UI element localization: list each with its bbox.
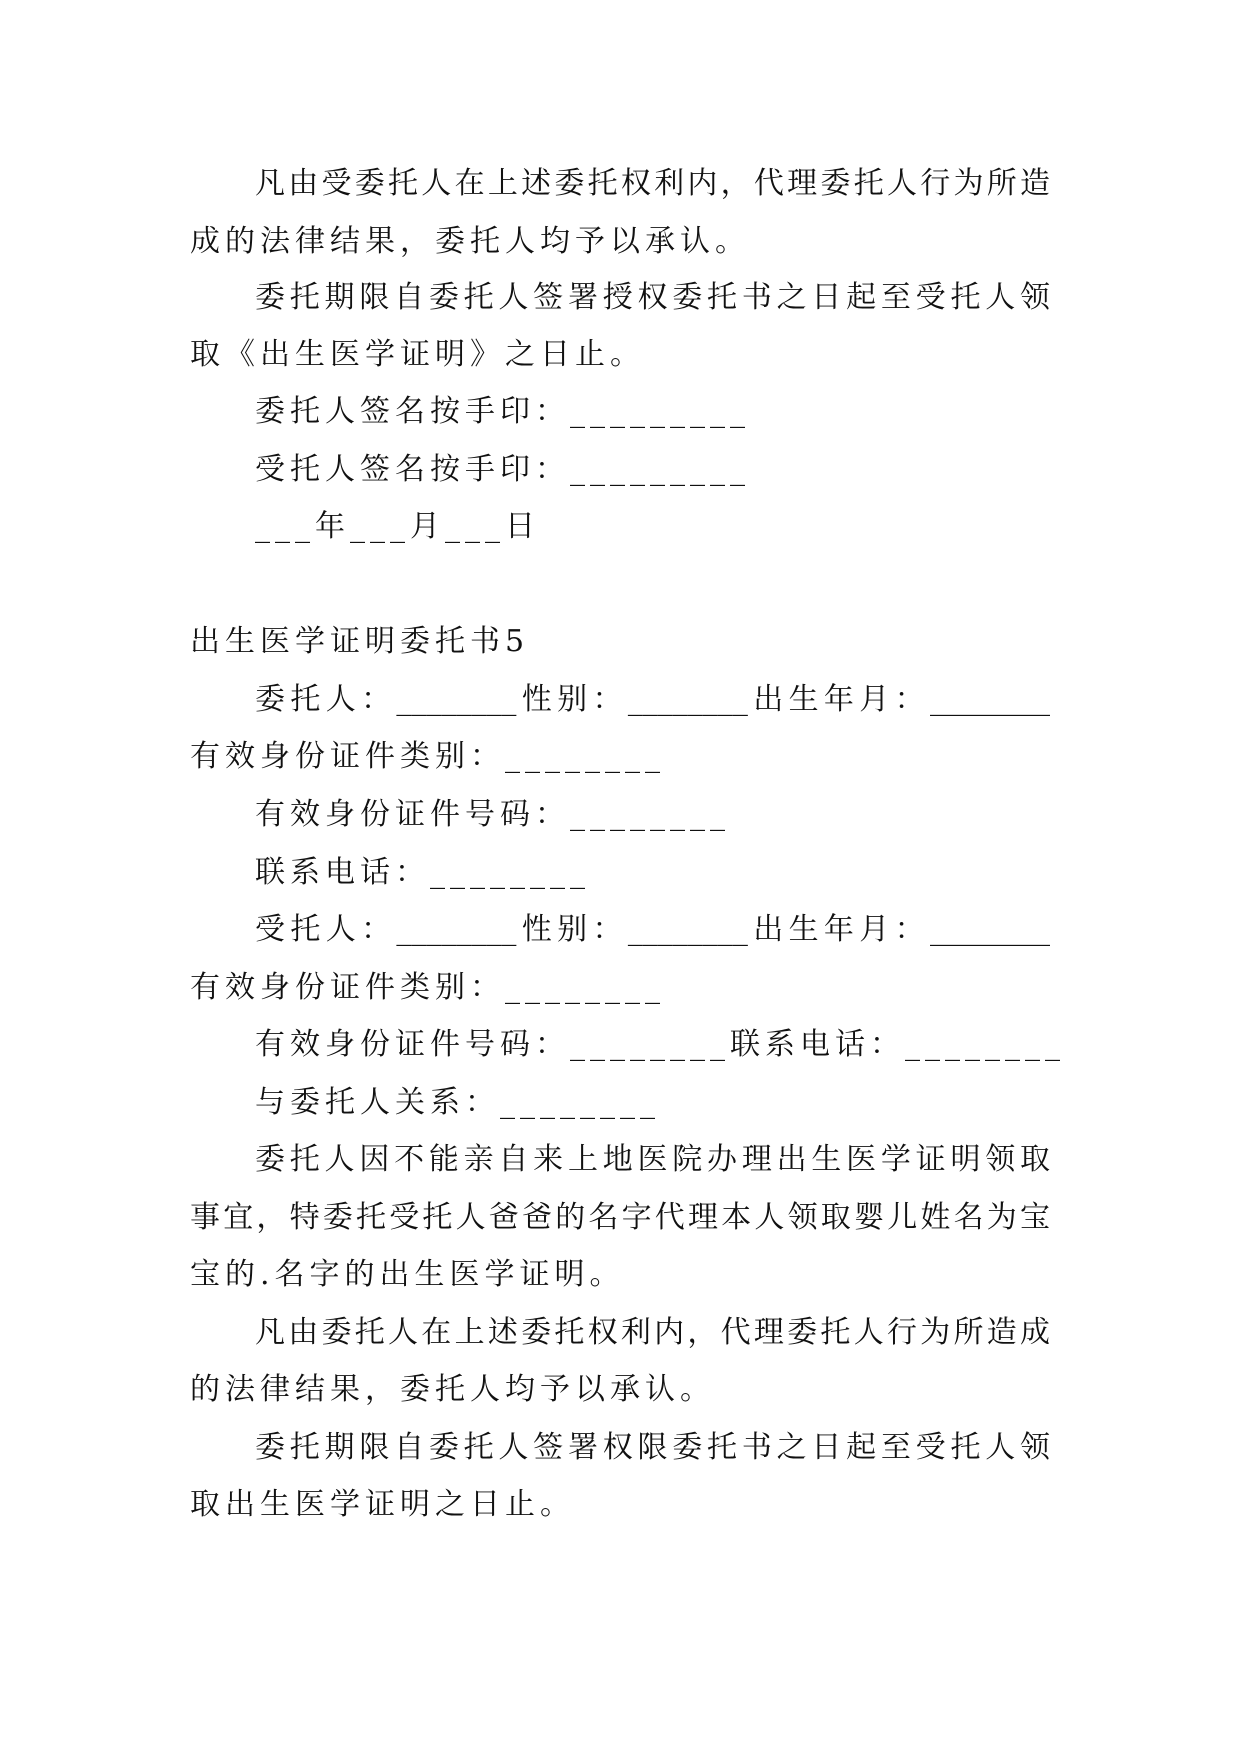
- para3-line1: 委托人因不能亲自来上地医院办理出生医学证明领取: [255, 1142, 1050, 1177]
- para5-line1: 委托期限自委托人签署权限委托书之日起至受托人领: [255, 1430, 1050, 1465]
- para2-line1: 委托期限自委托人签署授权委托书之日起至受托人领: [255, 280, 1050, 315]
- principal-info-row: 委托人：________性别：________出生年月：________: [255, 682, 1050, 717]
- para4-line1: 凡由委托人在上述委托权利内，代理委托人行为所造成: [255, 1315, 1050, 1350]
- para3-line3: 宝的.名字的出生医学证明。: [190, 1257, 625, 1292]
- para2-line2: 取《出生医学证明》之日止。: [190, 337, 645, 372]
- agent-info-row: 受托人：________性别：________出生年月：________: [255, 912, 1050, 947]
- para5-line2: 取出生医学证明之日止。: [190, 1487, 575, 1522]
- agent-signature-line: 受托人签名按手印：_________: [255, 452, 750, 487]
- para1-line2: 成的法律结果，委托人均予以承认。: [190, 224, 750, 259]
- principal-id-number: 有效身份证件号码：________: [255, 797, 730, 832]
- date-line: ___年___月___日: [255, 509, 540, 544]
- para4-line2: 的法律结果，委托人均予以承认。: [190, 1372, 715, 1407]
- section-title: 出生医学证明委托书5: [190, 624, 530, 659]
- para3-line2: 事宜，特委托受托人爸爸的名字代理本人领取婴儿姓名为宝: [190, 1200, 1050, 1235]
- agent-id-number-phone: 有效身份证件号码：________联系电话：________: [255, 1027, 1065, 1062]
- agent-id-type: 有效身份证件类别：________: [190, 970, 665, 1005]
- para1-line1: 凡由受委托人在上述委托权利内，代理委托人行为所造: [255, 166, 1050, 201]
- principal-id-type: 有效身份证件类别：________: [190, 739, 665, 774]
- agent-relation: 与委托人关系：________: [255, 1085, 660, 1120]
- principal-phone: 联系电话：________: [255, 855, 590, 890]
- principal-signature-line: 委托人签名按手印：_________: [255, 394, 750, 429]
